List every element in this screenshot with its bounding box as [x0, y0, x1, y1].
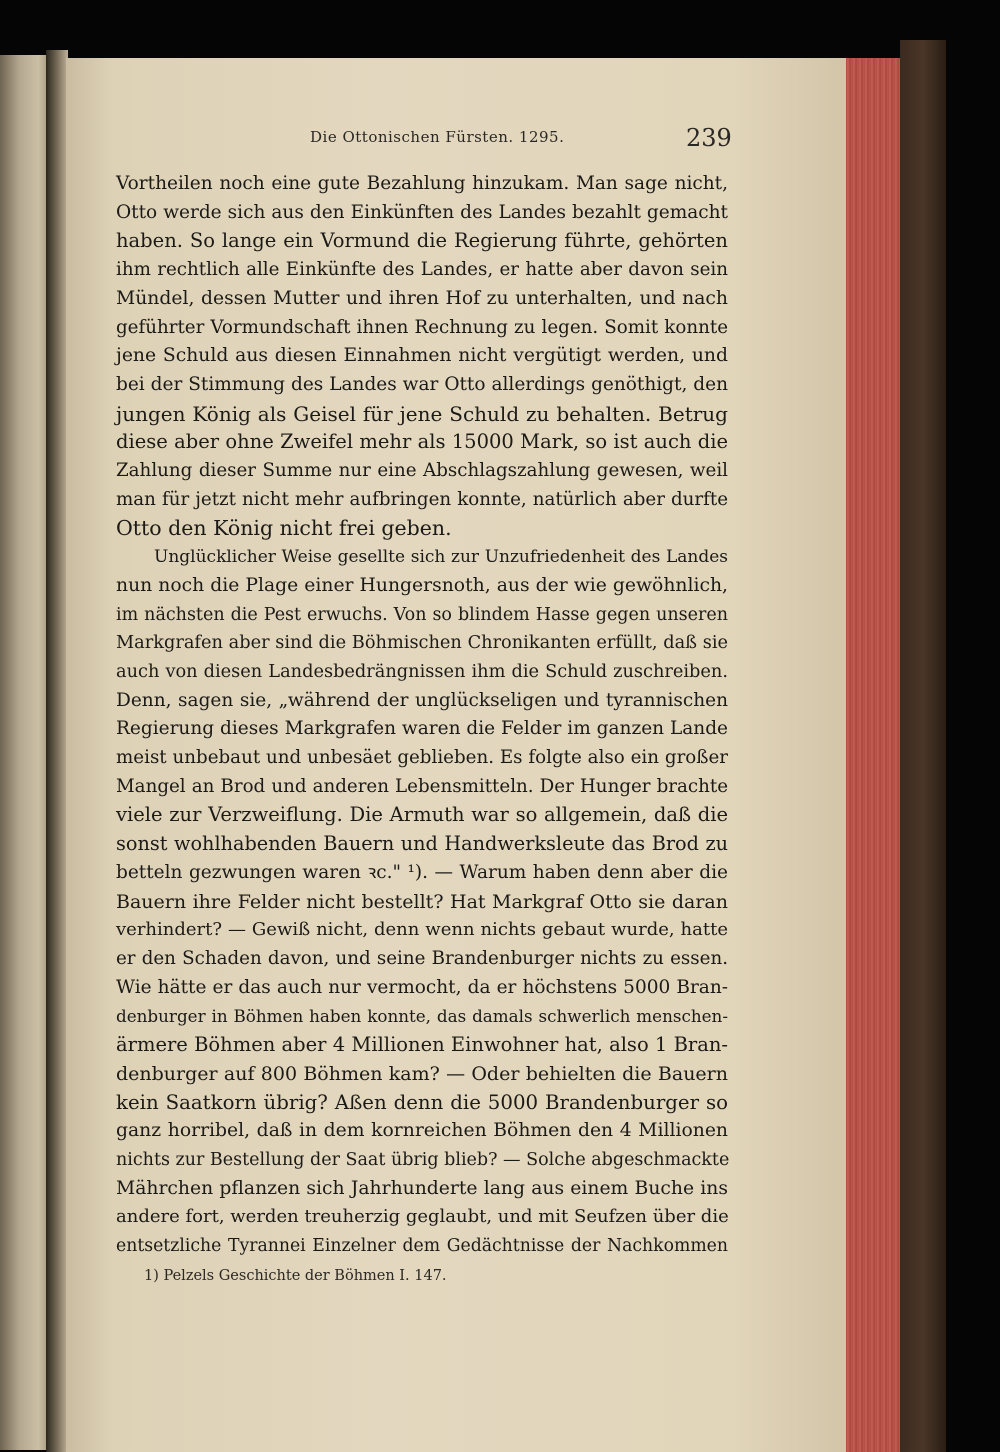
text-line: im nächsten die Pest erwuchs. Von so blindem Hasse gegen unseren — [116, 604, 728, 625]
text-line: verhindert? — Gewiß nicht, denn wenn nichts gebaut wurde, hatte — [116, 919, 728, 941]
text-line: meist unbebaut und unbesäet geblieben. Es folgte also ein großer — [116, 747, 728, 769]
text-line: sonst wohlhabenden Bauern und Handwerksleute das Brod zu — [116, 832, 728, 856]
text-line: jungen König als Geisel für jene Schuld zu behalten. Betrug — [116, 401, 728, 426]
text-line: nichts zur Bestellung der Saat übrig blieb? — Solche abgeschmackte — [116, 1149, 730, 1170]
footnote: 1) Pelzels Geschichte der Böhmen I. 147. — [144, 1268, 447, 1284]
text-line: Zahlung dieser Summe nur eine Abschlagszahlung gewesen, weil — [116, 460, 728, 482]
text-line: ihm rechtlich alle Einkünfte des Landes, er hatte aber davon sein — [116, 259, 728, 281]
text-line: diese aber ohne Zweifel mehr als 15000 Mark, so ist auch die — [116, 430, 728, 454]
text-line: ganz horribel, daß in dem kornreichen Böhmen den 4 Millionen — [116, 1120, 728, 1142]
text-line: jene Schuld aus diesen Einnahmen nicht vergütigt werden, und — [116, 345, 728, 367]
text-line: denburger in Böhmen haben konnte, das damals schwerlich menschen- — [116, 1006, 728, 1027]
text-line: Markgrafen aber sind die Böhmischen Chronikanten erfüllt, daß sie — [116, 633, 728, 654]
text-line: entsetzliche Tyrannei Einzelner dem Gedächtnisse der Nachkommen — [116, 1236, 728, 1257]
text-line: betteln gezwungen waren ꝛc." ¹). — Warum haben denn aber die — [116, 861, 728, 883]
running-head: Die Ottonischen Fürsten. 1295. — [310, 128, 565, 146]
text-line: kein Saatkorn übrig? Aßen denn die 5000 Brandenburger so — [116, 1090, 728, 1114]
text-line: Otto werde sich aus den Einkünften des Landes bezahlt gemacht — [116, 201, 728, 223]
text-line: bei der Stimmung des Landes war Otto allerdings genöthigt, den — [116, 373, 728, 395]
text-line: Bauern ihre Felder nicht bestellt? Hat Markgraf Otto sie daran — [116, 890, 728, 913]
text-line: andere fort, werden treuherzig geglaubt, und mit Seufzen über die — [116, 1206, 729, 1228]
text-line: viele zur Verzweiflung. Die Armuth war so allgemein, daß die — [116, 803, 728, 827]
text-line: Otto den König nicht frei geben. — [116, 516, 452, 541]
body-text — [116, 170, 728, 1261]
text-line: denburger auf 800 Böhmen kam? — Oder behielten die Bauern — [116, 1062, 728, 1085]
text-line: haben. So lange ein Vormund die Regierung führte, gehörten — [116, 229, 728, 253]
text-line: geführter Vormundschaft ihnen Rechnung zu legen. Somit konnte — [116, 316, 728, 338]
text-line: nun noch die Plage einer Hungersnoth, aus der wie gewöhnlich, — [116, 574, 728, 596]
text-line: auch von diesen Landesbedrängnissen ihm die Schuld zuschreiben. — [116, 661, 728, 682]
text-line: man für jetzt nicht mehr aufbringen konnte, natürlich aber durfte — [116, 488, 728, 510]
text-line: Unglücklicher Weise gesellte sich zur Unzufriedenheit des Landes — [154, 547, 728, 568]
text-line: Wie hätte er das auch nur vermocht, da er höchstens 5000 Bran- — [116, 976, 728, 998]
book-cover — [900, 40, 946, 1452]
text-line: Regierung dieses Markgrafen waren die Felder im ganzen Lande — [116, 718, 728, 740]
page-number: 239 — [686, 124, 732, 152]
text-line: Mährchen pflanzen sich Jahrhunderte lang aus einem Buche ins — [116, 1177, 728, 1199]
text-line: er den Schaden davon, und seine Brandenburger nichts zu essen. — [116, 947, 728, 969]
left-page-edge — [0, 55, 48, 1450]
red-page-edges — [846, 58, 904, 1452]
text-line: ärmere Böhmen aber 4 Millionen Einwohner hat, also 1 Bran- — [116, 1033, 728, 1057]
text-line: Mangel an Brod und anderen Lebensmitteln. Der Hunger brachte — [116, 775, 728, 797]
text-line: Denn, sagen sie, „während der unglückseligen und tyrannischen — [116, 689, 728, 711]
text-line: Vortheilen noch eine gute Bezahlung hinzukam. Man sage nicht, — [116, 173, 728, 194]
text-line: Mündel, dessen Mutter und ihren Hof zu unterhalten, und nach — [116, 287, 728, 309]
book-gutter — [46, 50, 68, 1452]
